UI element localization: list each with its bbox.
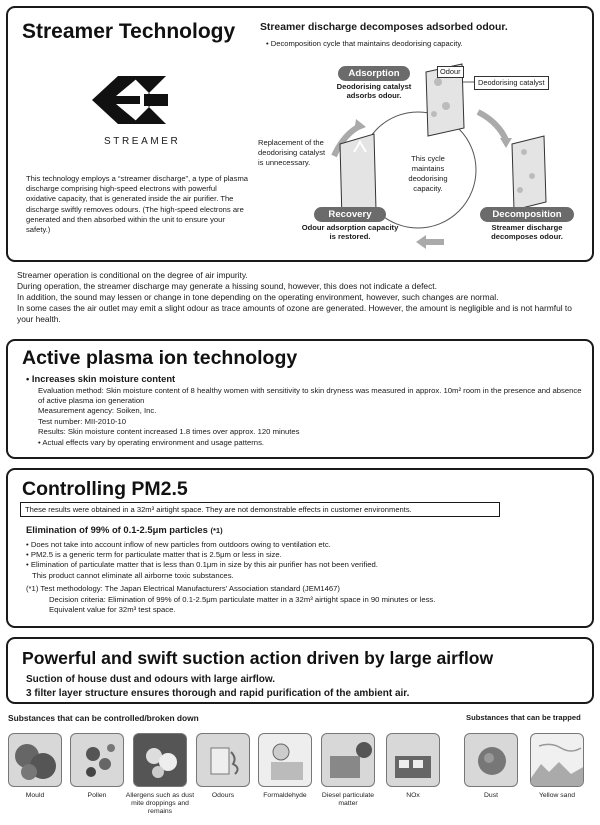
controlled-header: Substances that can be controlled/broken down — [8, 713, 199, 723]
allergens-icon — [133, 733, 187, 787]
substance-caption: Allergens such as dust mite droppings and remains — [125, 792, 195, 816]
plasma-line: • Actual effects vary by operating environment and usage patterns. — [38, 437, 265, 447]
suction-line-1: Suction of house dust and odours with large airflow. — [26, 674, 276, 685]
substance-caption: Diesel particulate matter — [321, 792, 375, 808]
note-line: During operation, the streamer discharge may generate a hissing sound, however, this does not indicate a defect. — [17, 281, 437, 292]
decomposition-label: Decomposition — [480, 207, 574, 222]
substance-caption: NOx — [406, 792, 420, 799]
replacement-text: Replacement of the deodorising catalyst is unnecessary. — [258, 138, 326, 167]
substance-caption: Odours — [211, 792, 235, 799]
diagram-subtitle: • Decomposition cycle that maintains deodorising capacity. — [266, 39, 463, 48]
streamer-title: Streamer Technology — [22, 20, 236, 43]
pm25-footnote: Decision criteria: Elimination of 99% of 0.1-2.5μm particulate matter in a 32m³ airtight space in 90 minutes or less. — [49, 594, 436, 604]
yellow-sand-icon — [530, 733, 584, 787]
pm25-bullet: • Elimination of particulate matter that is less than 0.1μm in size by this air purifier has not been verified. — [26, 560, 378, 570]
recovery-text: Odour adsorption capacity is restored. — [301, 223, 399, 242]
catalyst-label: Deodorising catalyst — [474, 76, 549, 90]
diesel-icon — [321, 733, 375, 787]
streamer-notes — [17, 270, 587, 325]
substance-caption: Pollen — [87, 792, 107, 799]
plasma-section — [6, 339, 594, 459]
streamer-description: This technology employs a “streamer discharge”, a type of plasma discharge comprising high-speed electrons with powerful oxidative capacity, that is generated inside the air purifier. The discharge swiftly removes odours. (The high-speed electrons are generated and then absorbed within the unit to ensure your safety.) — [26, 174, 249, 234]
nox-icon — [386, 733, 440, 787]
pm25-bullet: • PM2.5 is a generic term for particulate matter that is 2.5μm or less in size. — [26, 550, 282, 560]
pm25-bullet: This product cannot eliminate all airborne toxic substances. — [32, 570, 234, 580]
plasma-line: Test number: MII-2010-10 — [38, 416, 127, 426]
pm25-footnote: Equivalent value for 32m³ test space. — [49, 605, 176, 615]
adsorption-text: Deodorising catalyst adsorbs odour. — [336, 82, 412, 101]
pm25-heading-row — [26, 524, 586, 537]
suction-title: Powerful and swift suction action driven by large airflow — [22, 648, 494, 668]
formaldehyde-icon — [258, 733, 312, 787]
mould-icon — [8, 733, 62, 787]
decomposition-text: Streamer discharge decomposes odour. — [491, 223, 563, 242]
plasma-body — [26, 373, 586, 448]
plasma-line: Results: Skin moisture content increased 1.8 times over approx. 120 minutes — [38, 427, 300, 437]
substance-caption: Mould — [25, 792, 45, 799]
streamer-logo-icon — [88, 72, 172, 128]
odours-icon — [196, 733, 250, 787]
pm25-heading-ref: (*1) — [210, 526, 223, 535]
dust-icon — [464, 733, 518, 787]
note-line: In some cases the air outlet may emit a slight odour as trace amounts of ozone are generated. However, the amount is negligible and is not harmful to your health. — [17, 303, 572, 325]
note-line: Streamer operation is conditional on the degree of air impurity. — [17, 270, 248, 280]
plasma-line: Evaluation method: Skin moisture content of 8 healthy women with sensitivity to skin dryness was measured in approx. 10m² room in the presence and absence of active plasma ion generation — [38, 385, 582, 406]
substance-caption: Formaldehyde — [263, 792, 307, 799]
pm25-note: These results were obtained in a 32m³ airtight space. They are not demonstrable effects in customer environments. — [20, 502, 500, 517]
pm25-heading: Elimination of 99% of 0.1-2.5μm particles — [26, 524, 208, 535]
odour-label: Odour — [437, 66, 464, 78]
streamer-section — [6, 6, 594, 262]
pm25-section — [6, 468, 594, 628]
pm25-body — [26, 524, 586, 615]
trapped-header: Substances that can be trapped — [466, 713, 581, 722]
substance-caption: Dust — [484, 792, 498, 799]
plasma-details — [26, 386, 586, 448]
substance-caption: Yellow sand — [538, 792, 576, 799]
plasma-bullet: Increases skin moisture content — [31, 373, 176, 384]
cycle-text: This cycle maintains deodorising capacity. — [408, 154, 448, 193]
recovery-label: Recovery — [314, 207, 386, 222]
suction-line-2: 3 filter layer structure ensures thorough and rapid purification of the ambient air. — [26, 688, 410, 699]
note-line: In addition, the sound may lessen or change in tone depending on the operating environment, however, such changes are normal. — [17, 292, 499, 303]
streamer-logo-text: STREAMER — [104, 136, 181, 147]
pollen-icon — [70, 733, 124, 787]
plasma-line: Measurement agency: Soiken, Inc. — [38, 406, 157, 416]
suction-section — [6, 637, 594, 704]
diagram-title: Streamer discharge decomposes adsorbed odour. — [260, 22, 508, 33]
adsorption-label: Adsorption — [338, 66, 410, 81]
bullet-icon: • — [26, 373, 32, 384]
plasma-bullet-row — [26, 373, 586, 386]
pm25-bullet: • Does not take into account inflow of new particles from outdoors owing to ventilation etc. — [26, 539, 331, 549]
pm25-title: Controlling PM2.5 — [22, 478, 188, 500]
plasma-title: Active plasma ion technology — [22, 347, 298, 369]
pm25-footnote: (*1) Test methodology: The Japan Electrical Manufacturers' Association standard (JEM1467) — [26, 584, 340, 594]
